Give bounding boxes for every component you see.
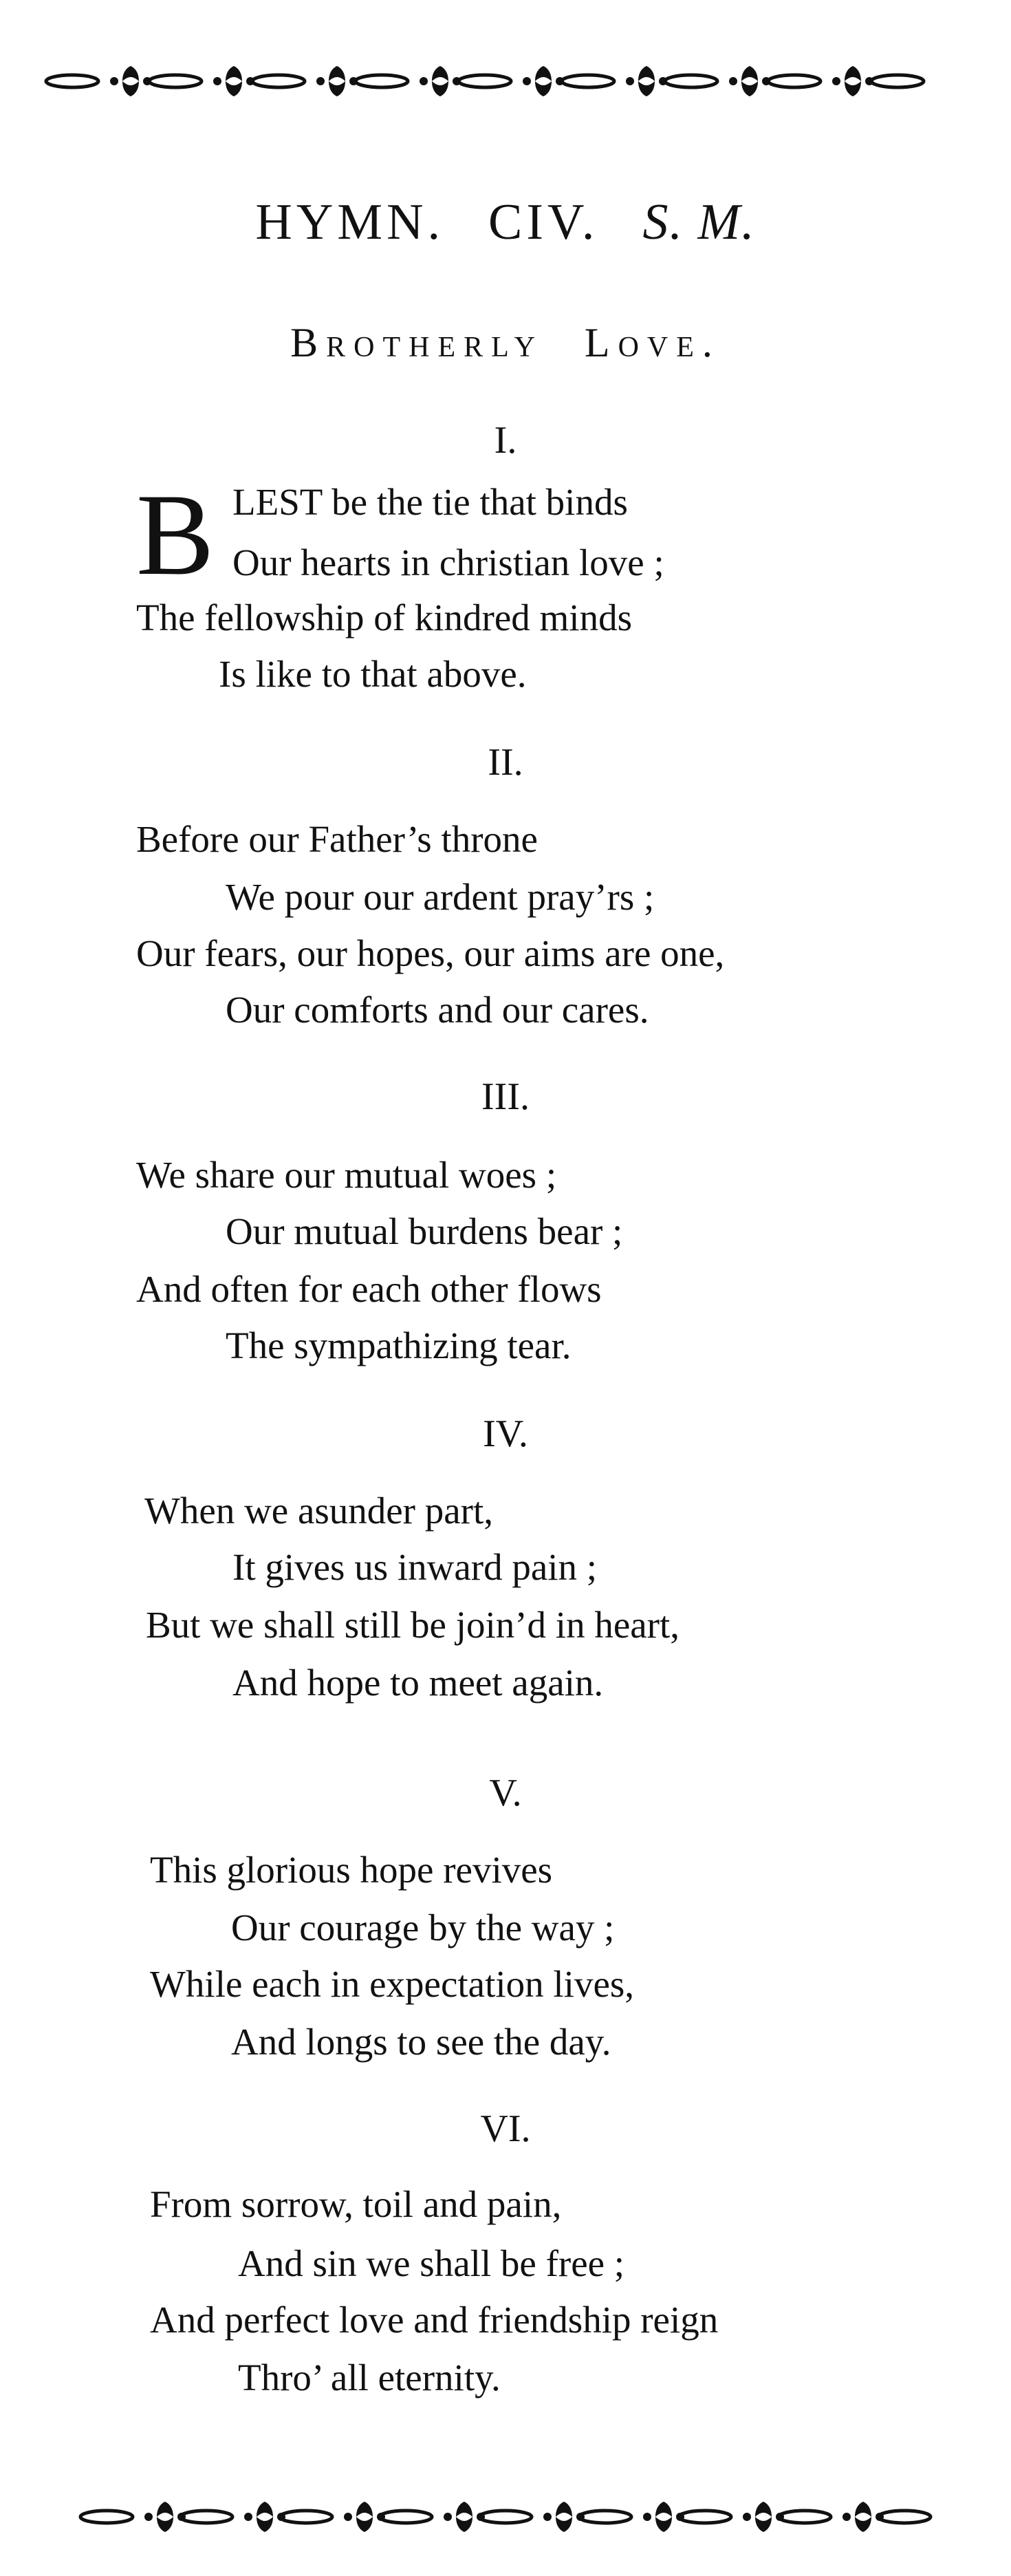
verse-line: Our comforts and our cares. <box>226 989 649 1031</box>
verse-numeral: I. <box>494 419 517 462</box>
verse-line: We share our mutual woes ; <box>136 1154 557 1196</box>
verse-line: When we asunder part, <box>144 1490 494 1532</box>
verse-line: The sympathizing tear. <box>226 1324 572 1366</box>
verse-line: Our fears, our hopes, our aims are one, <box>136 932 725 974</box>
verse-numeral: III. <box>481 1075 530 1118</box>
hymn-number: CIV. <box>488 194 599 250</box>
hymn-title <box>0 194 1011 250</box>
verse-line: We pour our ardent pray’rs ; <box>226 876 655 918</box>
verse-line: LEST be the tie that binds <box>232 481 628 523</box>
subtitle-word: Love. <box>584 320 721 365</box>
verse-line: Before our Father’s throne <box>136 818 538 860</box>
verse-line: And perfect love and friendship reign <box>150 2299 719 2341</box>
verse-line: And longs to see the day. <box>231 2021 611 2063</box>
verse-line: Our courage by the way ; <box>231 1907 615 1949</box>
hymn-subtitle <box>0 322 1011 363</box>
hymn-meter: S. M. <box>642 194 756 250</box>
verse-numeral: V. <box>489 1772 522 1814</box>
bottom-ornament-border <box>76 2496 970 2537</box>
drop-capital: B <box>136 470 215 599</box>
verse-line: But we shall still be join’d in heart, <box>146 1604 680 1646</box>
verse-line: While each in expectation lives, <box>150 1963 635 2005</box>
verse-line: Our hearts in christian love ; <box>232 541 664 583</box>
verse-line: It gives us inward pain ; <box>232 1546 598 1588</box>
verse-numeral: VI. <box>480 2107 531 2150</box>
subtitle-word: Brotherly <box>290 320 543 365</box>
verse-line: And often for each other flows <box>136 1268 602 1310</box>
verse-numeral: IV. <box>483 1413 528 1455</box>
verse-line: This glorious hope revives <box>150 1849 553 1891</box>
hymn-word: HYMN. <box>255 194 445 250</box>
verse-line: The fellowship of kindred minds <box>136 597 632 638</box>
verse-numeral: II. <box>488 741 523 784</box>
verse-line: And sin we shall be free ; <box>238 2242 625 2284</box>
verse-line: And hope to meet again. <box>232 1662 604 1704</box>
top-ornament-border <box>41 61 970 102</box>
verse-line: From sorrow, toil and pain, <box>150 2183 562 2225</box>
verse-line: Thro’ all eternity. <box>238 2357 501 2398</box>
verse-line: Is like to that above. <box>219 653 527 695</box>
verse-line: Our mutual burdens bear ; <box>226 1210 623 1252</box>
